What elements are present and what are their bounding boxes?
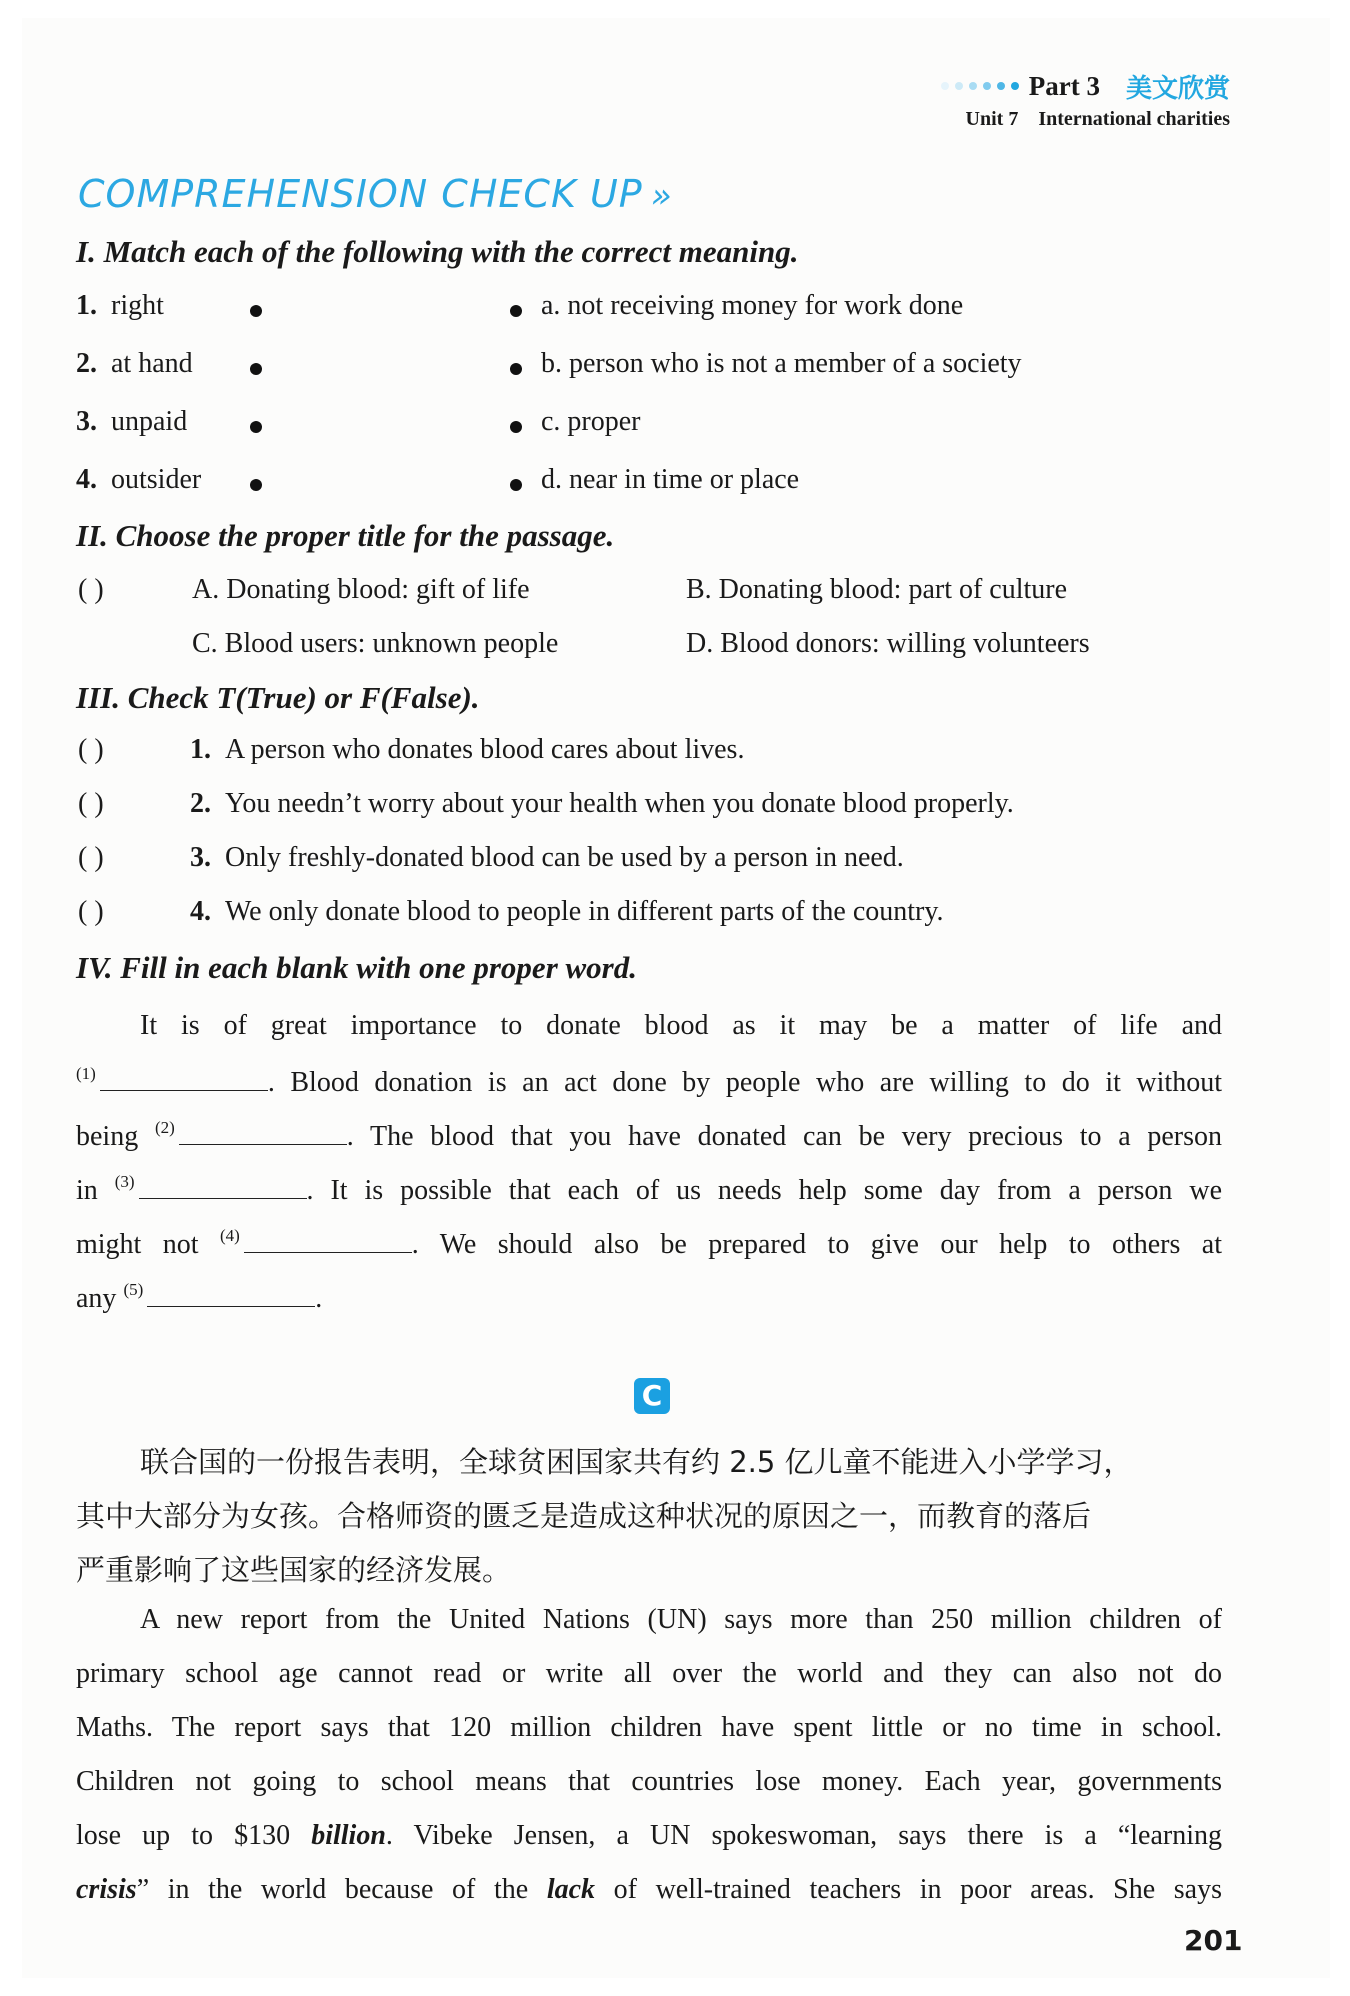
- title-option-b[interactable]: B. Donating blood: part of culture: [686, 574, 1068, 605]
- passage-line: crisis” in the world because of the lack of well-trained teachers in poor areas. She says: [76, 1874, 1223, 1905]
- cloze-line: in $^{(3)}$ . It is possible that each of us needs help some day from a person we: [76, 1172, 1222, 1206]
- dot-icon: [983, 82, 991, 90]
- match-right-item: b. person who is not a member of a society: [541, 348, 1022, 379]
- answer-blank[interactable]: ( ): [78, 574, 104, 605]
- match-right-item: a. not receiving money for work done: [541, 290, 964, 321]
- match-dot-right[interactable]: [510, 421, 522, 433]
- match-dot-right[interactable]: [510, 305, 522, 317]
- match-left-item: 3. unpaid: [76, 406, 188, 437]
- answer-blank[interactable]: ( ): [78, 842, 104, 873]
- match-dot-left[interactable]: [250, 305, 262, 317]
- blank-3[interactable]: [139, 1176, 307, 1199]
- blank-4[interactable]: [244, 1230, 412, 1253]
- tf-statement: 1. A person who donates blood cares about lives.: [190, 734, 745, 765]
- part-chinese-title: 美文欣赏: [1125, 73, 1230, 104]
- chinese-summary-line: 严重影响了这些国家的经济发展。: [76, 1553, 512, 1587]
- chinese-summary-line: 其中大部分为女孩。合格师资的匮乏是造成这种状况的原因之一，而教育的落后: [76, 1499, 1092, 1533]
- dot-icon: [997, 82, 1005, 90]
- match-left-item: 1. right: [76, 290, 164, 321]
- passage-line: A new report from the United Nations (UN) says more than 250 million children of: [140, 1604, 1222, 1635]
- match-left-item: 4. outsider: [76, 464, 202, 495]
- keyword-crisis: crisis: [76, 1874, 137, 1905]
- match-right-item: d. near in time or place: [541, 464, 800, 495]
- answer-blank[interactable]: ( ): [78, 896, 104, 927]
- dot-icon: [955, 82, 963, 90]
- dot-icon: [1011, 82, 1019, 90]
- passage-line: primary school age cannot read or write all over the world and they can also not do: [76, 1658, 1222, 1689]
- tf-statement: 4. We only donate blood to people in different parts of the country.: [190, 896, 944, 927]
- cloze-line: being $^{(2)}$ . The blood that you have donated can be very precious to a person: [76, 1118, 1223, 1152]
- cloze-line: It is of great importance to donate blood as it may be a matter of life and: [140, 1010, 1222, 1041]
- part-label: Part 3: [1028, 70, 1100, 101]
- blank-5[interactable]: [147, 1284, 315, 1307]
- cloze-line: might not $^{(4)}$ . We should also be prepared to give our help to others at: [76, 1226, 1222, 1260]
- dot-icon: [969, 82, 977, 90]
- cloze-line: any $^{(5)}$ .: [76, 1280, 323, 1314]
- match-dot-right[interactable]: [510, 479, 522, 491]
- passage-line: Children not going to school means that countries lose money. Each year, governments: [76, 1766, 1222, 1797]
- match-dot-right[interactable]: [510, 363, 522, 375]
- comprehension-heading: [78, 172, 673, 216]
- double-chevron-icon: »: [650, 176, 673, 216]
- passage-c-badge: C: [634, 1378, 670, 1414]
- passage-line: Maths. The report says that 120 million children have spent little or no time in school.: [76, 1712, 1222, 1743]
- match-dot-left[interactable]: [250, 421, 262, 433]
- match-right-item: c. proper: [541, 406, 641, 437]
- decorative-dots: [941, 82, 1019, 90]
- match-left-item: 2. at hand: [76, 348, 193, 379]
- page-number: 201: [1184, 1924, 1243, 1957]
- title-option-a[interactable]: A. Donating blood: gift of life: [192, 574, 530, 605]
- dot-icon: [941, 82, 949, 90]
- section-2-title: II. Choose the proper title for the passage.: [76, 518, 615, 553]
- tf-statement: 2. You needn’t worry about your health when you donate blood properly.: [190, 788, 1014, 819]
- running-header: [941, 68, 1230, 104]
- blank-2[interactable]: [179, 1122, 347, 1145]
- match-dot-left[interactable]: [250, 479, 262, 491]
- match-dot-left[interactable]: [250, 363, 262, 375]
- unit-title: International charities: [1038, 108, 1230, 130]
- cloze-line: $^{(1)}$ . Blood donation is an act done by people who are willing to do it without: [76, 1064, 1222, 1098]
- section-1-title: I. Match each of the following with the correct meaning.: [76, 234, 799, 269]
- section-4-title: IV. Fill in each blank with one proper word.: [76, 950, 637, 985]
- unit-line: [966, 108, 1230, 131]
- answer-blank[interactable]: ( ): [78, 788, 104, 819]
- blank-1[interactable]: [100, 1068, 268, 1091]
- title-option-d[interactable]: D. Blood donors: willing volunteers: [686, 628, 1090, 659]
- chinese-summary-line: 联合国的一份报告表明，全球贫困国家共有约 2.5 亿儿童不能进入小学学习，: [140, 1445, 1133, 1479]
- keyword-billion: billion: [311, 1820, 386, 1851]
- keyword-lack: lack: [546, 1874, 596, 1905]
- tf-statement: 3. Only freshly-donated blood can be used by a person in need.: [190, 842, 904, 873]
- passage-line: lose up to $130 billion. Vibeke Jensen, a UN spokeswoman, says there is a “learning: [76, 1820, 1222, 1851]
- unit-label: Unit 7: [965, 108, 1019, 130]
- answer-blank[interactable]: ( ): [78, 734, 104, 765]
- title-option-c[interactable]: C. Blood users: unknown people: [192, 628, 559, 659]
- section-3-title: III. Check T(True) or F(False).: [76, 680, 480, 715]
- comprehension-heading-text: COMPREHENSION CHECK UP: [78, 172, 643, 216]
